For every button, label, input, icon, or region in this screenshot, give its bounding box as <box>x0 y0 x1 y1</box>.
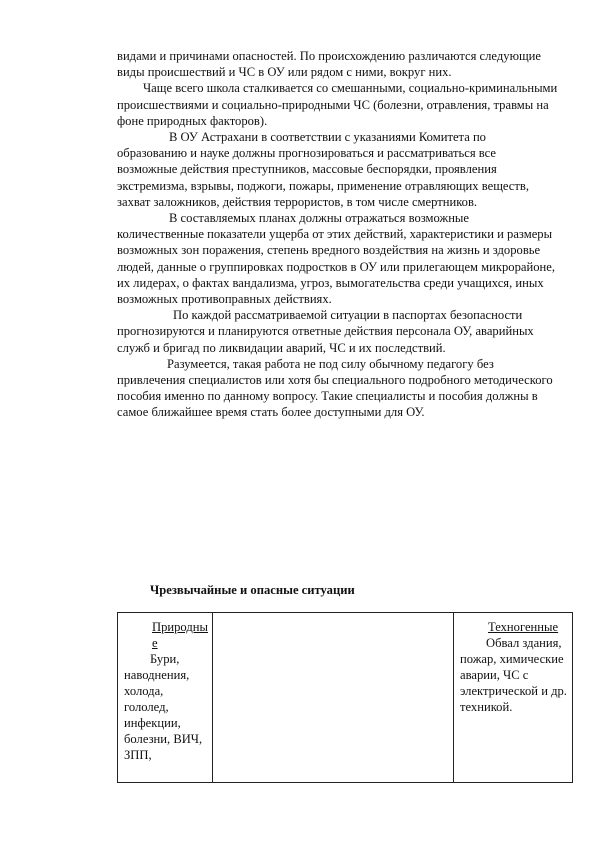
table-row <box>118 613 573 783</box>
paragraph-3: В ОУ Астрахани в соответствии с указаниями Комитета по образованию и науке должны прогнозироваться и рассматриваться все возможные действия преступников, массовые беспорядки, проявления экстремизма, взрывы, поджоги, пожары, применение отравляющих веществ, захват заложников, действия террористов, в том числе смертников. <box>117 130 529 209</box>
technogenic-cell <box>454 613 573 783</box>
natural-body: Бури, наводнения, холода, гололед, инфекции, болезни, ВИЧ, ЗПП, <box>124 652 203 762</box>
paragraph-2: Чаще всего школа сталкивается со смешанными, социально-криминальными происшествиями и социально-природными ЧС (болезни, отравления, травмы на фоне природных факторов). <box>117 81 558 128</box>
section-title: Чрезвычайные и опасные ситуации <box>150 583 355 597</box>
body-text <box>117 48 559 421</box>
paragraph-4: В составляемых планах должны отражаться возможные количественные показатели ущерба от этих действий, характеристики и размеры возможных зон поражения, степень вредного воздействия на жизнь и здоровье людей, данные о группировках подростков в ОУ или прилегающем микрорайоне, их лидерах, о фактах вандализма, угроз, вымогательства среди учащихся, иных возможных противоправных действиях. <box>117 211 555 307</box>
middle-cell <box>213 613 454 783</box>
technogenic-body: Обвал здания, пожар, химические аварии, ЧС с электрической и др. техникой. <box>460 636 567 714</box>
technogenic-title: Техногенные <box>488 620 559 634</box>
natural-cell <box>118 613 213 783</box>
paragraph-6: Разумеется, такая работа не под силу обычному педагогу без привлечения специалистов или хотя бы специального подробного методического пособия именно по данному вопросу. Такие специалисты и пособия должны в самое ближайшее время стать более доступными для ОУ. <box>117 356 553 420</box>
natural-title: Природные <box>152 620 208 650</box>
paragraph-5: По каждой рассматриваемой ситуации в паспортах безопасности прогнозируются и планируются ответные действия персонала ОУ, аварийных служб и бригад по ликвидации аварий, ЧС и их последствий. <box>117 308 534 355</box>
paragraph-1: видами и причинами опасностей. По происхождению различаются следующие виды происшествий и ЧС в ОУ или рядом с ними, вокруг них. <box>117 49 541 80</box>
situations-table <box>117 612 573 783</box>
